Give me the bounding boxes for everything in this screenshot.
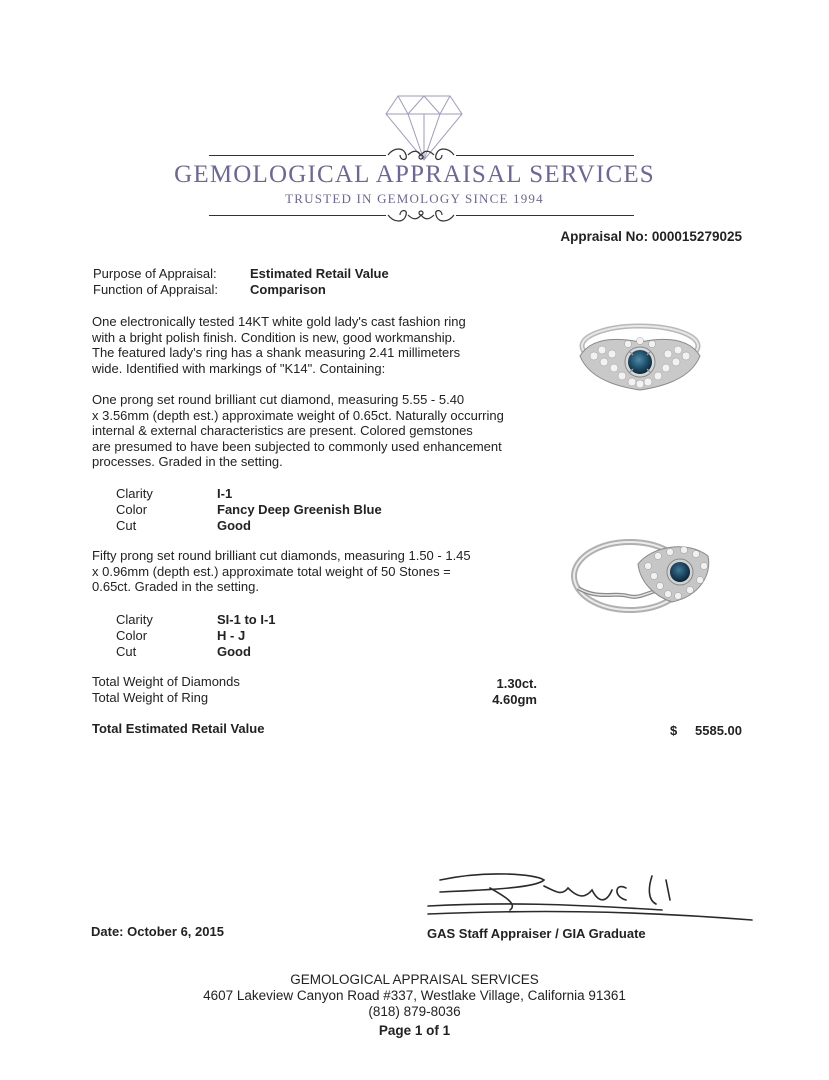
appraiser-title: GAS Staff Appraiser / GIA Graduate bbox=[427, 926, 646, 941]
footer-phone: (818) 879-8036 bbox=[368, 1004, 461, 1019]
ring-side-photo bbox=[568, 526, 714, 626]
total-ring-value: 4.60gm bbox=[492, 692, 537, 707]
footer-address: 4607 Lakeview Canyon Road #337, Westlake Village, California 91361 bbox=[203, 988, 626, 1003]
ring-description bbox=[92, 314, 542, 376]
description-line: The featured lady's ring has a shank measuring 2.41 millimeters bbox=[92, 345, 461, 360]
header-bottom-rule-left bbox=[209, 215, 386, 216]
description-line: are presumed to have been subjected to commonly used enhancement bbox=[92, 438, 502, 454]
currency-symbol: $ bbox=[670, 723, 678, 738]
description-line: with a bright polish finish. Condition is new, good workmanship. bbox=[92, 329, 456, 345]
center-color-label: Color bbox=[116, 502, 148, 517]
total-retail-value: 5585.00 bbox=[695, 723, 742, 738]
footer-company: GEMOLOGICAL APPRAISAL SERVICES bbox=[290, 972, 539, 987]
ring-front-photo bbox=[572, 316, 708, 416]
center-color-value: Fancy Deep Greenish Blue bbox=[217, 502, 382, 517]
description-line: One prong set round brilliant cut diamond, measuring 5.55 - 5.40 bbox=[92, 392, 465, 407]
header-top-rule-right bbox=[456, 155, 634, 156]
description-line: internal & external characteristics are present. Colored gemstones bbox=[92, 423, 473, 438]
side-clarity-value: SI-1 to I-1 bbox=[217, 612, 276, 627]
purpose-label: Purpose of Appraisal: bbox=[93, 266, 217, 281]
header-top-rule-left bbox=[209, 155, 386, 156]
center-stone-description bbox=[92, 392, 542, 470]
company-tagline: TRUSTED IN GEMOLOGY SINCE 1994 bbox=[285, 191, 544, 206]
total-retail-label: Total Estimated Retail Value bbox=[92, 721, 265, 736]
side-stones-description bbox=[92, 548, 542, 595]
appraisal-number: Appraisal No: 000015279025 bbox=[560, 229, 742, 244]
description-line: 0.65ct. Graded in the setting. bbox=[92, 579, 259, 594]
description-line: processes. Graded in the setting. bbox=[92, 454, 283, 469]
center-cut-value: Good bbox=[217, 518, 251, 533]
side-cut-value: Good bbox=[217, 644, 251, 659]
description-line: x 0.96mm (depth est.) approximate total weight of 50 Stones = bbox=[92, 563, 451, 579]
purpose-value: Estimated Retail Value bbox=[250, 266, 389, 281]
center-clarity-label: Clarity bbox=[116, 486, 153, 501]
side-cut-label: Cut bbox=[116, 644, 137, 659]
description-line: Fifty prong set round brilliant cut diamonds, measuring 1.50 - 1.45 bbox=[92, 548, 471, 563]
appraiser-signature bbox=[426, 866, 756, 924]
description-line: x 3.56mm (depth est.) approximate weight of 0.65ct. Naturally occurring bbox=[92, 407, 504, 423]
side-color-value: H - J bbox=[217, 628, 246, 643]
total-diamonds-label: Total Weight of Diamonds bbox=[92, 674, 240, 689]
function-label: Function of Appraisal: bbox=[93, 282, 219, 297]
side-color-label: Color bbox=[116, 628, 148, 643]
center-cut-label: Cut bbox=[116, 518, 137, 533]
ornament-scroll-icon bbox=[386, 205, 456, 225]
center-clarity-value: I-1 bbox=[217, 486, 233, 501]
function-value: Comparison bbox=[250, 282, 326, 297]
page-number: Page 1 of 1 bbox=[378, 1023, 451, 1038]
description-line: One electronically tested 14KT white gold lady's cast fashion ring bbox=[92, 314, 466, 329]
side-clarity-label: Clarity bbox=[116, 612, 153, 627]
total-diamonds-value: 1.30ct. bbox=[496, 676, 537, 691]
total-ring-label: Total Weight of Ring bbox=[92, 690, 209, 705]
description-line: wide. Identified with markings of "K14". Containing: bbox=[92, 360, 386, 376]
company-name: GEMOLOGICAL APPRAISAL SERVICES bbox=[174, 161, 655, 188]
header-bottom-rule-right bbox=[456, 215, 634, 216]
appraisal-date: Date: October 6, 2015 bbox=[91, 924, 224, 939]
